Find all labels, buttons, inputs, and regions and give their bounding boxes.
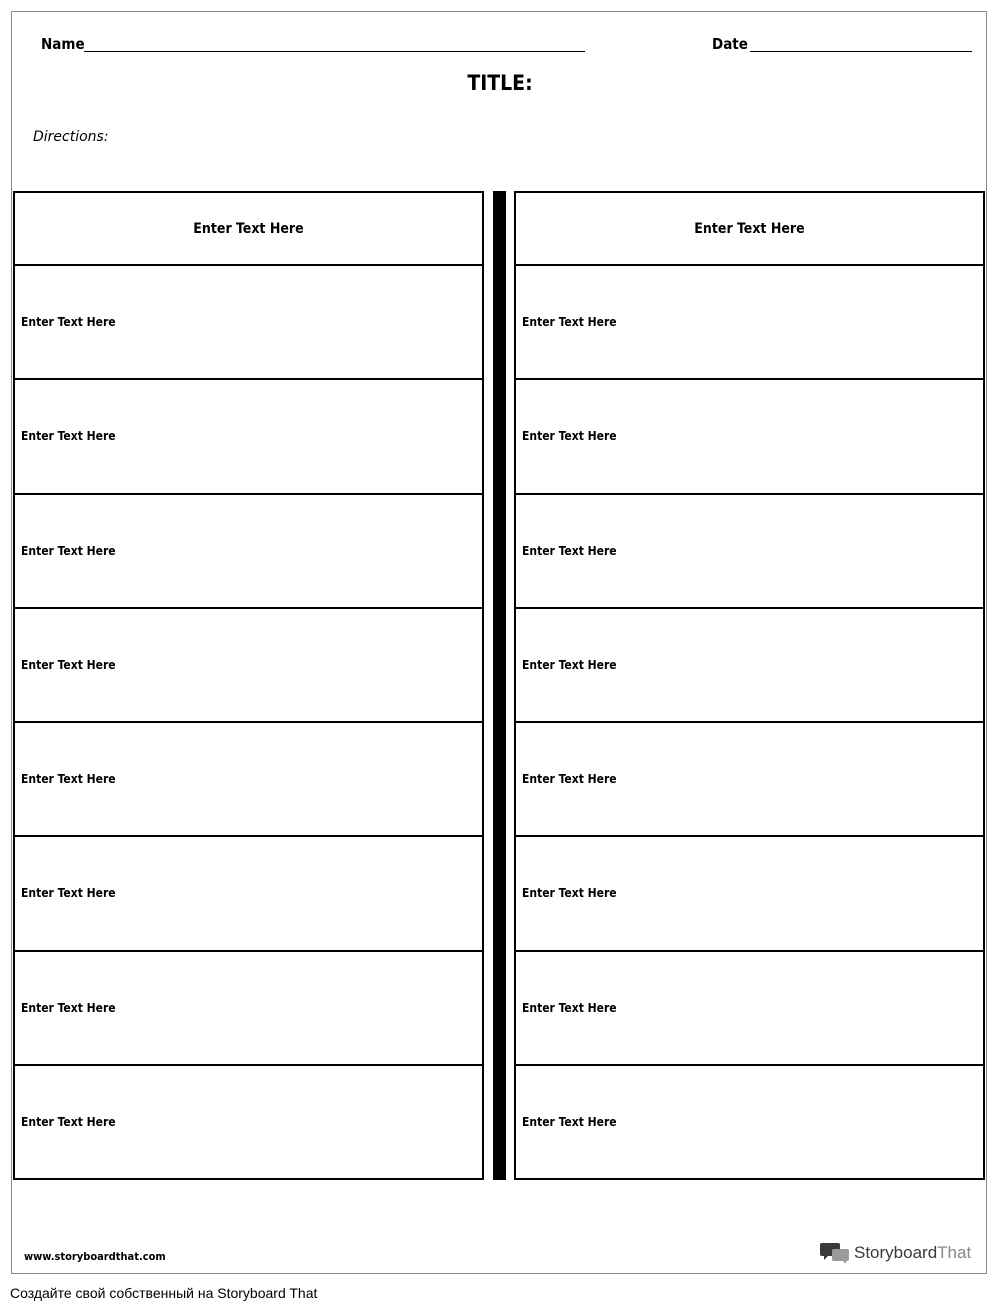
logo-word-that: That bbox=[937, 1243, 972, 1262]
name-field[interactable] bbox=[84, 51, 585, 52]
left-cell-3[interactable]: Enter Text Here bbox=[15, 495, 482, 609]
right-cell-5[interactable]: Enter Text Here bbox=[516, 723, 983, 837]
date-field[interactable] bbox=[750, 51, 972, 52]
right-column-header[interactable]: Enter Text Here bbox=[516, 193, 983, 266]
directions-label: Directions: bbox=[33, 129, 109, 145]
name-label: Name bbox=[41, 35, 85, 53]
left-cell-1[interactable]: Enter Text Here bbox=[15, 266, 482, 380]
right-cell-3[interactable]: Enter Text Here bbox=[516, 495, 983, 609]
storyboardthat-logo[interactable] bbox=[820, 1240, 971, 1266]
right-column bbox=[514, 191, 985, 1180]
left-column-header[interactable]: Enter Text Here bbox=[15, 193, 482, 266]
right-cell-8[interactable]: Enter Text Here bbox=[522, 1114, 617, 1129]
left-cell-6[interactable]: Enter Text Here bbox=[15, 837, 482, 951]
logo-word-storyboard: Storyboard bbox=[854, 1243, 938, 1262]
footer-url: www.storyboardthat.com bbox=[24, 1250, 166, 1263]
date-label: Date bbox=[712, 35, 748, 53]
right-cell-7[interactable]: Enter Text Here bbox=[516, 952, 983, 1066]
column-divider bbox=[493, 191, 506, 1180]
right-cell-6[interactable]: Enter Text Here bbox=[516, 837, 983, 951]
left-cell-7[interactable]: Enter Text Here bbox=[15, 952, 482, 1066]
right-cell-2[interactable]: Enter Text Here bbox=[516, 380, 983, 494]
left-cell-2[interactable]: Enter Text Here bbox=[15, 380, 482, 494]
left-cell-5[interactable]: Enter Text Here bbox=[15, 723, 482, 837]
left-cell-4[interactable]: Enter Text Here bbox=[15, 609, 482, 723]
left-column bbox=[13, 191, 484, 1180]
create-your-own-caption[interactable]: Создайте свой собственный на Storyboard That bbox=[10, 1285, 318, 1301]
left-cell-8[interactable]: Enter Text Here bbox=[21, 1114, 116, 1129]
page-title: TITLE: bbox=[467, 71, 533, 95]
speech-bubbles-icon bbox=[820, 1241, 850, 1265]
right-cell-1[interactable]: Enter Text Here bbox=[516, 266, 983, 380]
right-cell-4[interactable]: Enter Text Here bbox=[516, 609, 983, 723]
logo-text bbox=[854, 1243, 971, 1263]
